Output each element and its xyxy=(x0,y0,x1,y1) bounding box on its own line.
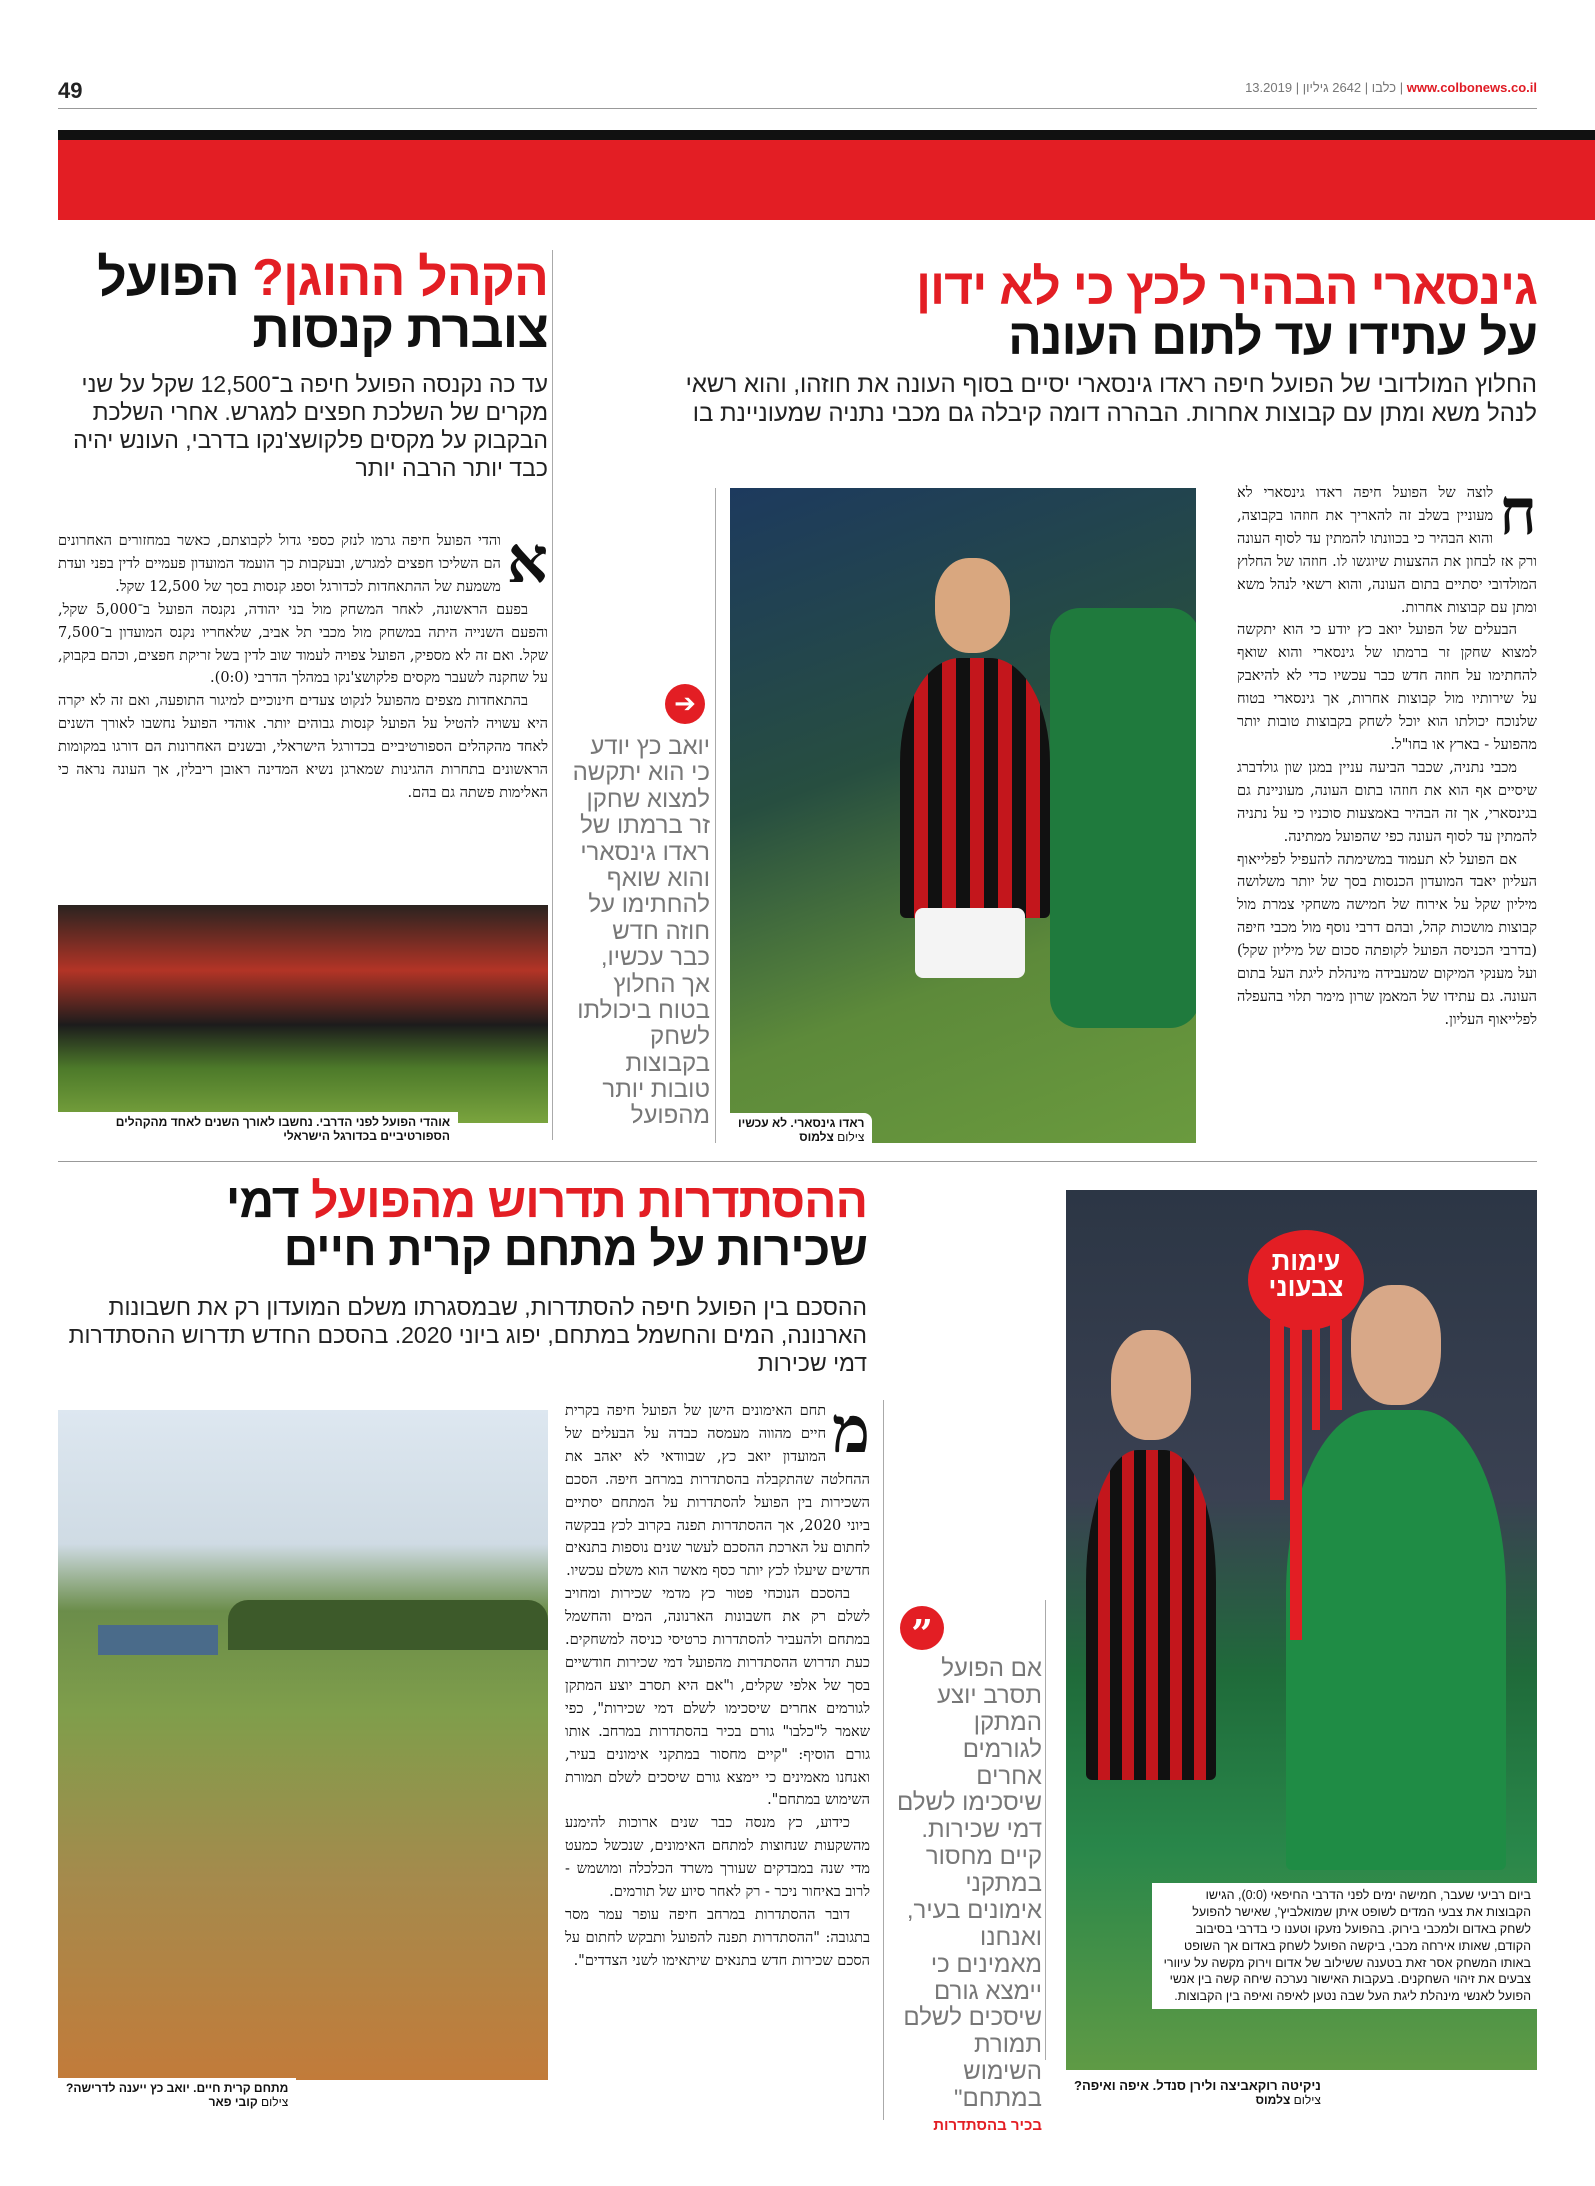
photo-caption: אוהדי הפועל לפני הדרבי. נחשבו לאורך השנים לאחד מהקהלים הספורטיביים בכדורגל הישראלי xyxy=(58,1112,458,1147)
separator: | xyxy=(1396,80,1404,95)
column-rule xyxy=(552,250,553,1140)
photo-credit: צילום צלמוס xyxy=(799,1130,865,1144)
dropcap: א xyxy=(506,523,548,598)
pullquote: יואב כץ יודע כי הוא יתקשה למצוא שחקן זר ברמתו של ראדו גינסארי והוא שואף להחתימו על חוזה חדש כבר עכשיו, אך החלוץ בטוח ביכולתו לשחק בקבוצות טובות יותר מהפועל xyxy=(572,733,710,1130)
stands xyxy=(98,1625,218,1655)
paragraph: בהסכם הנוכחי פטור כץ מדמי שכירות ומחויב לשלם רק את חשבונות הארנונה, המים והחשמל במתחם ולהעביר להסתדרות כרטיסי כניסה למשחקים. כעת תדרוש ההסתדרות מהפועל דמי שכירות חודשיים בסך של אלפי שקלים, ו"אם היא תסרב יוצע המתקן לגורמים אחרים שיסכימו לשלם דמי שכירות", כפי שאמר ל"כלבו" גורם בכיר בהסתדרות במרחב. אותו גורם הוסיף: "קיים מחסור במתקני אימונים בעיר, ואנחנו מאמינים כי יימצא גורם שיסכים לשלם תמורת השימוש במתחם". xyxy=(565,1586,870,1809)
drip xyxy=(1312,1320,1320,1430)
histadrut-subheadline: ההסכם בין הפועל חיפה להסתדרות, שבמסגרתו משלם המועדון רק את חשבונות הארנונה, המים והחשמל במתחם, יפוג ביוני 2020. בהסכם החדש תדרוש ההסתדרות דמי שכירות xyxy=(68,1294,867,1377)
dropcap: מ xyxy=(832,1393,870,1468)
publication-name: כלבו xyxy=(1371,80,1397,95)
website-link[interactable]: www.colbonews.co.il xyxy=(1406,80,1537,95)
trees xyxy=(228,1600,548,1650)
pullquote: אם הפועל תסרב יוצע המתקן לגורמים אחרים שיסכימו לשלם דמי שכירות. קיים מחסור במתקני אימונים בעיר, ואנחנו מאמינים כי יימצא גורם שיסכים לשלם תמורת השימוש במתחם" בכיר בהסתדרות xyxy=(896,1655,1042,2134)
main-headline-red: גינסארי הבהיר לכץ כי לא ידון xyxy=(915,259,1537,315)
player-head xyxy=(1351,1285,1441,1405)
photo-caption: מתחם קרית חיים. יואב כץ ייענה לדרישה? צילום קובי פאר xyxy=(58,2078,296,2112)
drip xyxy=(1330,1320,1342,1410)
arrow-right-icon: ➔ xyxy=(665,684,705,724)
fans-headline: הקהל ההוגן? הפועל צוברת קנסות xyxy=(97,249,548,359)
player-shirt xyxy=(900,658,1050,918)
section-rule xyxy=(58,1161,1537,1162)
photo-credit: צילום צלמוס xyxy=(1255,2093,1321,2107)
paragraph: בהתאחדות מצפים מהפועל לנקוט צעדים חינוכיים למיגור התופעה, ואם זה לא יקרה היא עשויה להטיל על הפועל קנסות גבוהים יותר. אוהדי הפועל נחשבו לאורך השנים לאחד מהקהלים הספורטיביים בכדורגל הישראלי, ובשנים האחרונות הם דורגו במקומות הראשונים בתחרות ההגינות שמארגן נשיא המדינה ראובן ריבלין, אך העונה נראה כי האלימות פשתה גם בהם. xyxy=(58,693,548,801)
photo-credit: צילום קובי פאר xyxy=(208,2095,289,2109)
paragraph: בפעם הראשונה, לאחר המשחק מול בני יהודה, נקנסה הפועל ב־5,000 שקל, והפעם השנייה היתה במשחק מול מכבי תל אביב, שלאחריו נקנס המועדון ב־7,500 שקל. ואם זה לא מספיק, הפועל צפויה לעמוד שוב לדין בשל זריקת חפצים, וכהם בקבוק, על שחקנה לשעבר מקסים פלקושצ'נקו במהלך הדרבי (0:0). xyxy=(58,601,548,687)
red-banner xyxy=(58,140,1595,220)
fans-photo xyxy=(58,905,548,1123)
issue-date: 13.2019 xyxy=(1245,80,1293,95)
photo-caption: ראדו גינסארי. לא עכשיו צילום צלמוס xyxy=(730,1113,872,1147)
black-band xyxy=(58,130,1595,140)
player-shorts xyxy=(915,908,1025,978)
dropcap: ח xyxy=(1499,475,1537,550)
paragraph: אם הפועל לא תעמוד במשימתה להעפיל לפלייאוף העליון יאבד המועדון הכנסות בסך של יותר משלושה מיליון שקל על אירוח של חמישה משחקי צמרת מול קבוצות מושכות קהל, ובהם דרבי נוסף מול מכבי חיפה (בדרבי הכניסה הפועל לקופתה סכום של מיליון שקל) ועל מענקי המיקום שמעבידה מינהלת ליגת העל בתום העונה. גם עתידו של המאמן שרון מימר תלוי בהעפלה לפלייאוף העליון. xyxy=(1237,851,1537,1028)
colors-caption-box: ביום רביעי שעבר, חמישה ימים לפני הדרבי החיפאי (0:0), הגישו הקבוצות את צבעי המדים לשופט איתן שמואלביץ', שאישר להפועל לשחק באדום ולמכבי בירוק. בהפועל נזעקו וטענו כי בדרבי בסיבוב הקודם, שאותו אירחה מכבי, ביקשה הפועל לשחק באדום אך השופט באותו המשחק אסר זאת בטענה ששילוב של אדום וירוק מקשה על עיוורי צבעים את זיהוי השחקנים. בעקבות האישור נערכה שיחה קשה בין אנשי הפועל לאנשי מינהלת ליגת העל שבה נטען לאיפה ואיפה בין הקבוצות. xyxy=(1152,1883,1537,2009)
fans-subheadline: עד כה נקנסה הפועל חיפה ב־12,500 שקל על שני מקרים של השלכת חפצים למגרש. אחרי השלכת הבקבוק על מקסים פלקושצ'נקו בדרבי, העונש יהיה כבד יותר הרבה יותר xyxy=(73,371,548,482)
masthead xyxy=(1245,80,1537,95)
fans-article-body xyxy=(58,523,548,805)
pullquote-credit: בכיר בהסתדרות xyxy=(933,2116,1042,2134)
separator: | xyxy=(1361,80,1369,95)
paragraph: מ תחם האימונים הישן של הפועל חיפה בקרית חיים מהווה מעמסה כבדה על הבעלים של המועדון יואב כץ, שבוודאי לא יאהב את ההחלטה שהתקבלה בהסתדרות במרחב חיפה. הסכם השכירות בין הפועל להסתדרות על המתחם יסתיים ביוני 2020, אך ההסתדרות תפנה בקרוב לכץ בבקשה לחתום על הארכת ההסכם לעשר שנים נוספות בתנאים חדשים שיעלו לכץ יותר כסף מאשר הוא משלם עכשיו. xyxy=(565,1393,870,1580)
fans-headline-red: הקהל ההוגן? xyxy=(252,249,548,307)
paragraph: ח לוצה של הפועל חיפה ראדו גינסארי לא מעוניין בשלב זה להאריך את חוזהו בקבוצה, והוא הבהיר כי בכוונתו להמתין עד לסוף העונה ורק אז לבחון את ההצעות שיוגשו לו. חוזהו של החלוץ המולדובי יסתיים בתום העונה, והוא רשאי לנהל משא ומתן עם קבוצות אחרות. xyxy=(1237,475,1537,616)
photo-caption: ניקיטה רוקאביצה ולירן סנדל. איפה ואיפה? צילום צלמוס xyxy=(1066,2075,1329,2110)
histadrut-article-body xyxy=(565,1393,870,1973)
separator: | xyxy=(1292,80,1300,95)
main-headline-black: על עתידו עד לתום העונה xyxy=(1008,309,1537,365)
paragraph: א והדי הפועל חיפה גרמו לנזק כספי גדול לקבוצתם, כאשר במחזורים האחרונים הם השליכו חפצים למגרש, ובעקבות כך הועמד המועדון פעמיים לדין בפני ועדת משמעת של ההתאחדות לכדורגל וספג קנסות בסך של 12,500 שקל. xyxy=(58,523,548,598)
main-subheadline: החלוץ המולדובי של הפועל חיפה ראדו גינסארי יסיים בסוף העונה את חוזהו, והוא רשאי לנהל משא ומתן עם קבוצות אחרות. הבהרה דומה קיבלה גם מכבי נתניה שמעוניינת בו xyxy=(685,371,1537,428)
paragraph: מכבי נתניה, שכבר הביעה עניין במגן שון גולדברג שיסיים אף הוא את חוזהו בתום העונה, מעוניינת גם בגינסארי, אך זה הבהיר באמצעות סוכניו כי על נתניה להמתין עד לסוף העונה כפי שהפועל ממתינה. xyxy=(1237,759,1537,845)
histadrut-headline: ההסתדרות תדרוש מהפועל דמי שכירות על מתחם קרית חיים xyxy=(225,1175,867,1276)
player-green xyxy=(1286,1410,1506,1870)
opponent xyxy=(1050,608,1196,1028)
histadrut-headline-red: ההסתדרות תדרוש מהפועל xyxy=(311,1175,867,1228)
colorful-clash-badge: עימות צבעוני xyxy=(1248,1230,1364,1330)
drip xyxy=(1290,1320,1302,1640)
quote-icon: ” xyxy=(900,1606,944,1650)
main-headline xyxy=(677,259,1537,365)
column-rule xyxy=(715,488,716,1143)
paragraph: הבעלים של הפועל יואב כץ יודע כי הוא יתקשה למצוא שחקן זר ברמתו של גינסארי והוא שואף להחתימו על חוזה חדש כבר עכשיו כדי לא להיאבק על שירותיו מול קבוצות אחרות, אך גינסארי בטוח שלנוכח יכולתו הוא יוכל לשחק בקבוצות טובות יותר מהפועל - בארץ או בחו"ל. xyxy=(1237,622,1537,753)
player-head xyxy=(935,558,1010,653)
column-rule xyxy=(1045,1600,1046,2060)
training-ground-photo xyxy=(58,1410,548,2080)
main-article-body xyxy=(1237,475,1537,1032)
player-head xyxy=(1111,1330,1191,1440)
paragraph: כידוע, כץ מנסה כבר שנים ארוכות להימנע מהשקעות שנחוצות למתחם האימונים, שנכשל כמעט מדי שנה במבדקים שעורך משרד הכלכלה ומושמש - לרוב באיחור ניכר - רק לאחר סיוע של תורמים. xyxy=(565,1815,870,1901)
header-rule xyxy=(58,108,1537,109)
drip xyxy=(1270,1320,1284,1500)
paragraph: דובר ההסתדרות במרחב חיפה עופר עמר מסר בתגובה: "ההסתדרות תפנה להפועל ותבקש לחתום על הסכם שכירות חדש בתנאים שיתאימו לשני הצדדים". xyxy=(565,1906,870,1969)
column-rule xyxy=(883,1400,884,2120)
player-red xyxy=(1086,1450,1216,1780)
page-number: 49 xyxy=(58,78,83,103)
issue-number: 2642 גיליון xyxy=(1302,80,1362,95)
ginsari-photo xyxy=(730,488,1196,1143)
